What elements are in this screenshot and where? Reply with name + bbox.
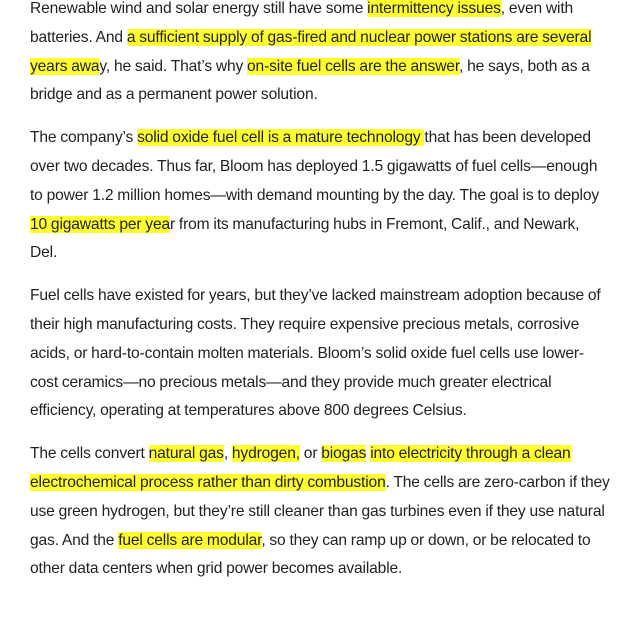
text-segment: y, he said. That’s why [99,57,248,75]
highlighted-text: on-site fuel cells are the answer [247,57,460,75]
text-segment: or [299,445,322,463]
text-segment: , so they can ramp up or down, or be relocated to other data centers when grid power becomes available. [30,531,591,578]
text-segment: , [223,445,232,463]
paragraph-cell-conversion [30,440,610,584]
text-segment: The cells convert [30,445,149,463]
text-segment: Fuel cells have existed for years, but they’ve lacked mainstream adoption because of their high manufacturing costs. They require expensive precious metals, corrosive acids, or hard-to-contain molten materials. Bloom’s solid oxide fuel cells use lower-cost ceramics—no precious metals—and they provide much greater electrical efficiency, operating at temperatures above 800 degrees Celsius. [30,287,601,420]
text-segment: , he says, both as a bridge and as a permanent power solution. [30,57,590,104]
highlighted-text: biogas [321,445,367,463]
highlighted-text: natural gas [148,445,224,463]
highlighted-text: intermittency issues [367,0,501,17]
text-segment: that has been developed over two decades. Thus far, Bloom has deployed 1.5 gigawatts of fuel cells—enough to power 1.2 million homes—with demand mounting by the day. The goal is to deploy [30,129,600,204]
highlighted-text: into electricity through a clean electrochemical process rather than dirty combustion [30,445,571,491]
text-segment: r from its manufacturing hubs in Fremont, Calif., and Newark, Del. [30,215,580,262]
paragraph-solid-oxide [30,124,610,268]
paragraph-fuel-cell-history [30,282,610,426]
highlighted-text: 10 gigawatts per yea [30,215,170,233]
paragraph-renewables [30,0,610,110]
article-body [30,0,610,598]
highlighted-text: a sufficient supply of gas-fired and nuclear power stations are several years awa [30,28,592,75]
text-segment: , even with batteries. And [30,0,574,46]
highlighted-text: hydrogen, [231,445,300,463]
text-segment: The company’s [30,129,138,147]
highlighted-text: solid oxide fuel cell is a mature technology [137,129,425,147]
highlighted-text: fuel cells are modular [118,531,262,549]
text-segment: Renewable wind and solar energy still have some [30,0,368,17]
text-segment: . The cells are zero-carbon if they use green hydrogen, but they’re still cleaner than gas turbines even if they use natural gas. And the [30,473,610,549]
